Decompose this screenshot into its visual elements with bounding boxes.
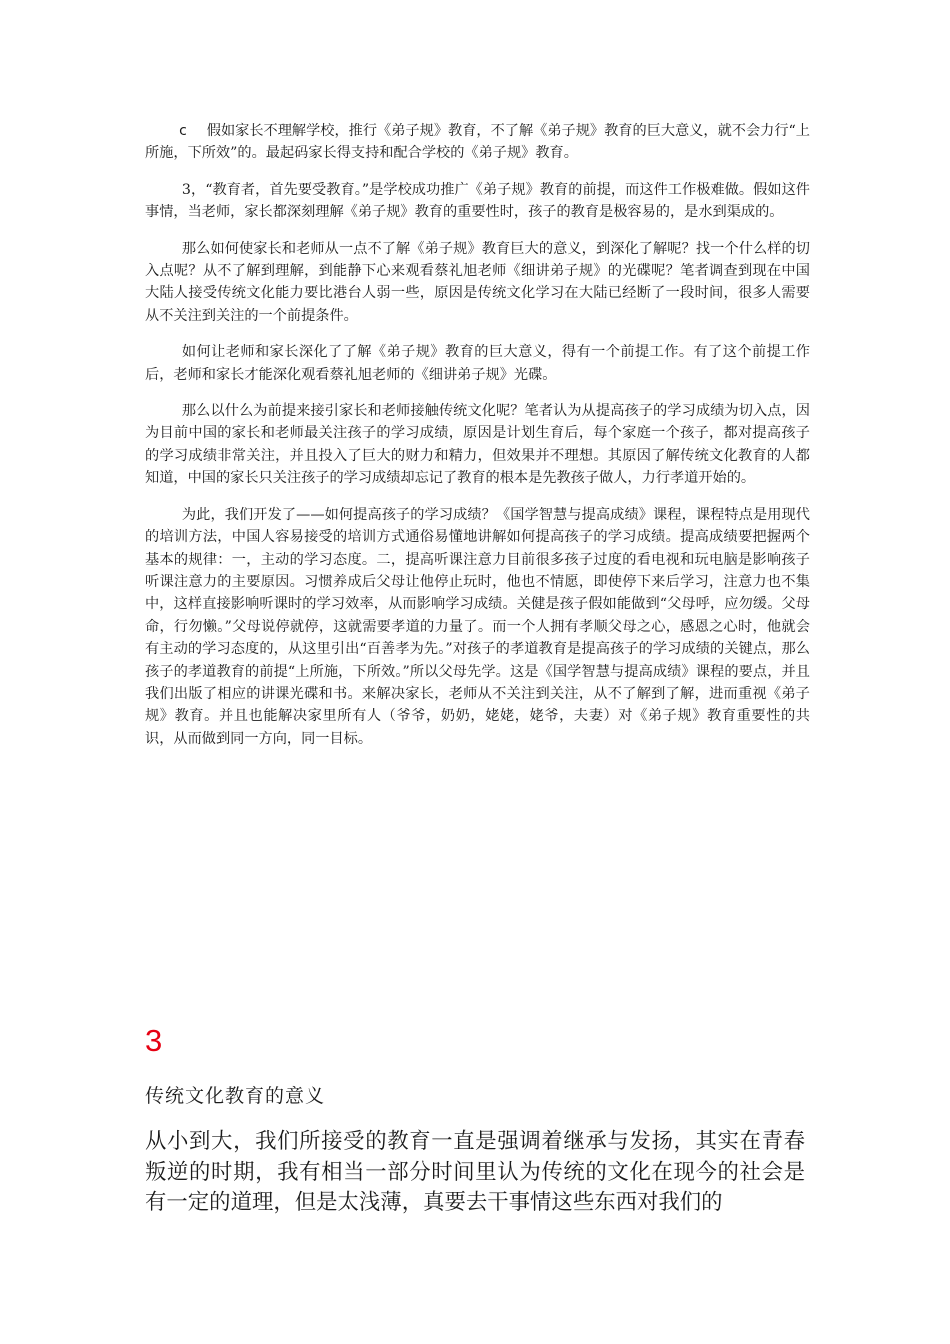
paragraph-text: 假如家长不理解学校，推行《弟子规》教育，不了解《弟子规》教育的巨大意义，就不会力行“上所施，下所效”的。最起码家长得支持和配合学校的《弟子规》教育。 — [145, 123, 810, 162]
paragraph-3: 3，“教育者，首先要受教育。”是学校成功推广《弟子规》教育的前提，而这件工作极难做。假如这件事情，当老师，家长都深刻理解《弟子规》教育的重要性时，孩子的教育是极容易的，是水到渠成的。 — [145, 181, 810, 221]
paragraph-grades: 那么以什么为前提来接引家长和老师接触传统文化呢？笔者认为从提高孩子的学习成绩为切入点，因为目前中国的家长和老师最关注孩子的学习成绩，原因是计划生育后，每个家庭一个孩子，都对提高孩子的学习成绩非常关注，并且投入了巨大的财力和精力，但效果并不理想。其原因了解传统文化教育的人都知道，中国的家长只关注孩子的学习成绩却忘记了教育的根本是先教孩子做人，力行孝道开始的。 — [145, 403, 810, 487]
paragraph-c — [145, 120, 810, 165]
paragraph-entry-point: 那么如何使家长和老师从一点不了解《弟子规》教育巨大的意义，到深化了解呢？找一个什么样的切入点呢？从不了解到理解，到能静下心来观看蔡礼旭老师《细讲弟子规》的光碟呢？笔者调查到现在中国大陆人接受传统文化能力要比港台人弱一些，原因是传统文化学习在大陆已经断了一段时间，很多人需要从不关注到关注的一个前提条件。 — [145, 240, 810, 324]
document-body — [145, 120, 810, 764]
paragraph-label: c — [179, 123, 187, 139]
paragraph-course: 为此，我们开发了——如何提高孩子的学习成绩？《国学智慧与提高成绩》课程，课程特点是用现代的培训方法，中国人容易接受的培训方式通俗易懂地讲解如何提高孩子的学习成绩。提高成绩要把握两个基本的规律：一，主动的学习态度。二，提高听课注意力目前很多孩子过度的看电视和玩电脑是影响孩子听课注意力的主要原因。习惯养成后父母让他停止玩时，他也不情愿，即使停下来后学习，注意力也不集中，这样直接影响听课时的学习效率，从而影响学习成绩。关健是孩子假如能做到“父母呼，应勿缓。父母命，行勿懒。”父母说停就停，这就需要孝道的力量了。而一个人拥有孝顺父母之心，感恩之心时，他就会有主动的学习态度的，从这里引出“百善孝为先。”对孩子的孝道教育是提高孩子的学习成绩的关键点，那么孩子的孝道教育的前提“上所施，下所效。”所以父母先学。这是《国学智慧与提高成绩》课程的要点，并且我们出版了相应的讲课光碟和书。来解决家长，老师从不关注到关注，从不了解到了解，进而重视《弟子规》教育。并且也能解决家里所有人（爷爷，奶奶，姥姥，姥爷，夫妻）对《弟子规》教育重要性的共识，从而做到同一方向，同一目标。 — [145, 506, 810, 747]
paragraph-prerequisite: 如何让老师和家长深化了了解《弟子规》教育的巨大意义，得有一个前提工作。有了这个前提工作后，老师和家长才能深化观看蔡礼旭老师的《细讲弟子规》光碟。 — [145, 344, 810, 383]
section-body: 从小到大，我们所接受的教育一直是强调着继承与发扬，其实在青春叛逆的时期，我有相当一部分时间里认为传统的文化在现今的社会是有一定的道理，但是太浅薄，真要去干事情这些东西对我们的 — [145, 1129, 805, 1215]
section-title: 传统文化教育的意义 — [145, 1085, 326, 1107]
section-number: 3 — [145, 1023, 163, 1058]
